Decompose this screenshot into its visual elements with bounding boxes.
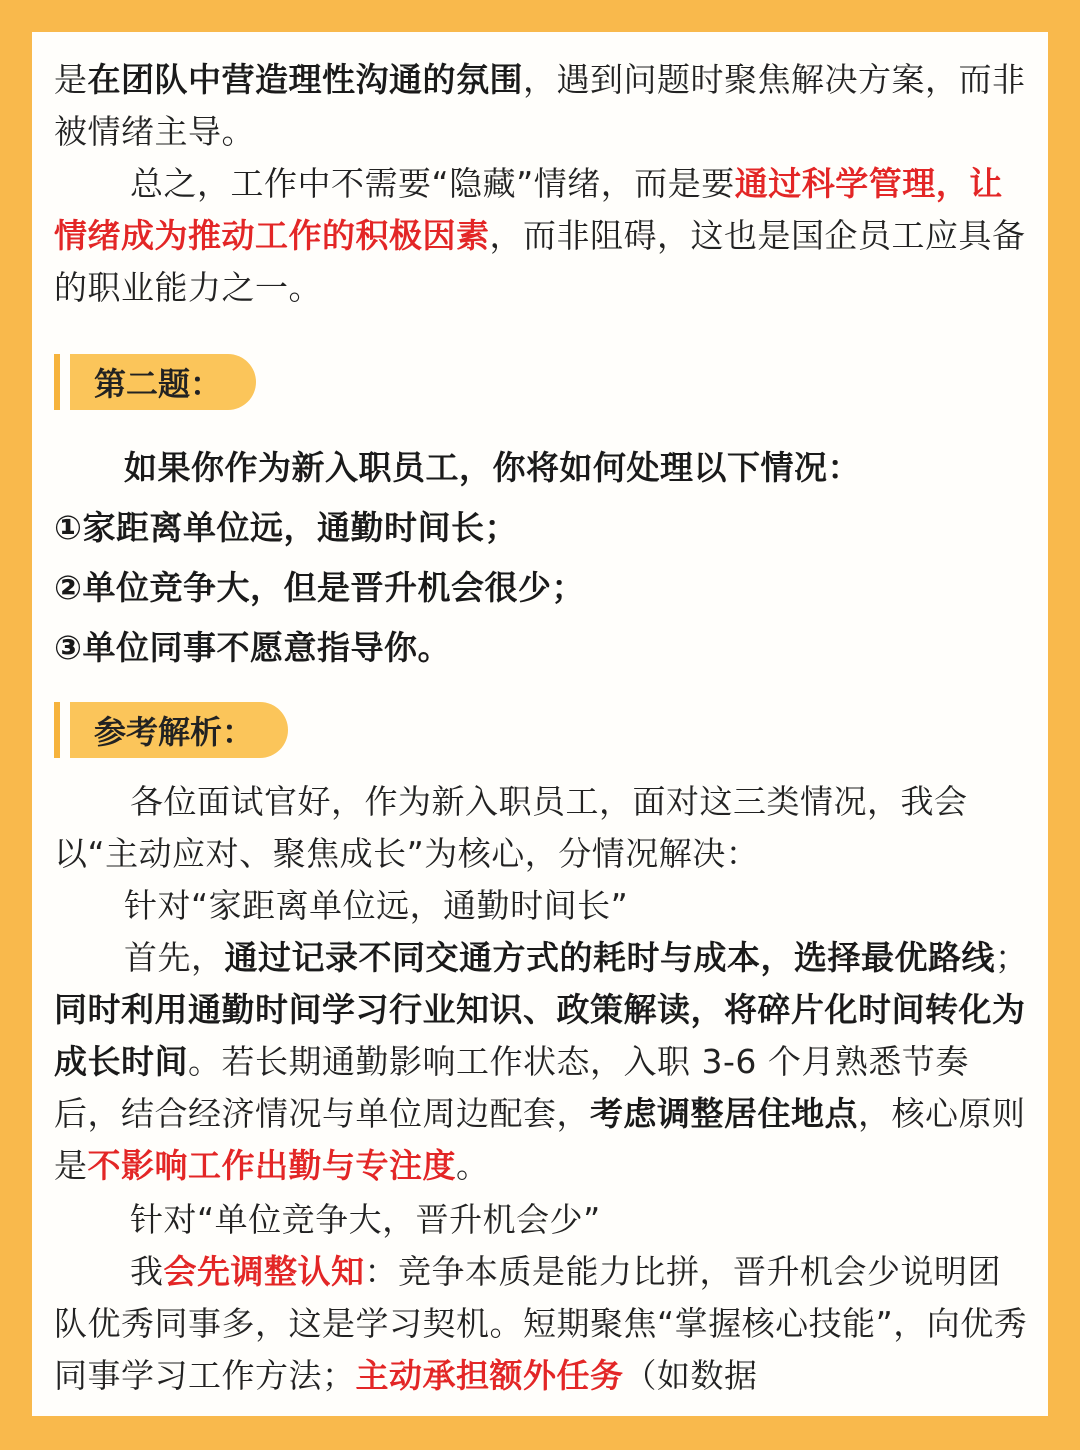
section-tag-analysis	[54, 702, 288, 758]
case2-paragraph: 我会先调整认知：竞争本质是能力比拼，晋升机会少说明团队优秀同事多，这是学习契机。短期聚焦“掌握核心技能”，向优秀同事学习工作方法；主动承担额外任务（如数据	[54, 1252, 1028, 1395]
tag-label: 参考解析：	[70, 702, 288, 758]
question-item-2: ②单位竞争大，但是晋升机会很少；	[54, 568, 585, 607]
section-tag-question-2	[54, 354, 256, 410]
intro-paragraph-2: 总之，工作中不需要“隐藏”情绪，而是要通过科学管理，让情绪成为推动工作的积极因素，而非阻碍，这也是国企员工应具备的职业能力之一。	[54, 164, 1026, 307]
tag-accent-bar	[54, 354, 60, 410]
tag-label: 第二题：	[70, 354, 256, 410]
case1-title: 针对“家距离单位远，通勤时间长”	[124, 886, 629, 925]
case1-paragraph: 首先，通过记录不同交通方式的耗时与成本，选择最优路线；同时利用通勤时间学习行业知识、政策解读，将碎片化时间转化为成长时间。若长期通勤影响工作状态，入职 3-6 个月熟悉节奏后，结合经济情况与单位周边配套，考虑调整居住地点，核心原则是不影响工作出勤与专注度。	[54, 938, 1029, 1185]
analysis-opening: 各位面试官好，作为新入职员工，面对这三类情况，我会以“主动应对、聚焦成长”为核心，分情况解决：	[54, 782, 968, 873]
intro-paragraph-1: 是在团队中营造理性沟通的氛围，遇到问题时聚焦解决方案，而非被情绪主导。	[54, 60, 1026, 151]
tag-accent-bar	[54, 702, 60, 758]
content-card	[32, 32, 1048, 1416]
question-item-3: ③单位同事不愿意指导你。	[54, 628, 451, 667]
question-text: 如果你作为新入职员工，你将如何处理以下情况：	[124, 448, 861, 487]
case2-title: 针对“单位竞争大，晋升机会少”	[130, 1200, 601, 1239]
question-item-1: ①家距离单位远，通勤时间长；	[54, 508, 518, 547]
